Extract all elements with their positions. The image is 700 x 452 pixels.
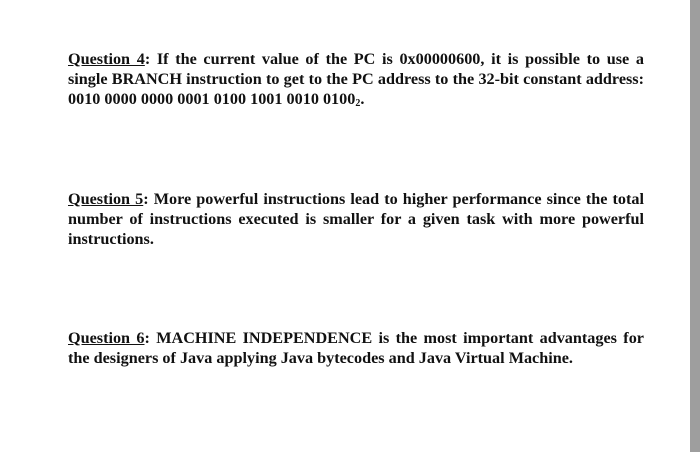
question-5 (68, 189, 644, 249)
question-5-label: Question 5 (68, 190, 144, 208)
question-6-label: Question 6 (68, 329, 145, 347)
question-4-label: Question 4 (68, 50, 145, 68)
binary-subscript: 2 (355, 98, 361, 109)
window-edge (690, 0, 700, 452)
question-6-text: : MACHINE INDEPENDENCE is the most important advantages for the designers of Java applying Java bytecodes and Java Virtual Machine. (68, 329, 644, 367)
question-4 (68, 49, 644, 109)
question-4-period: . (360, 90, 365, 108)
question-5-text: : More powerful instructions lead to higher performance since the total number of instructions executed is smaller for a given task with more powerful instructions. (68, 190, 644, 248)
question-4-text: : If the current value of the PC is 0x00000600, it is possible to use a single BRANCH instruction to get to the PC address to the 32-bit constant address: 0010 0000 0000 0001 0100 1001 0010 0100 (68, 50, 644, 108)
question-6 (68, 328, 644, 368)
